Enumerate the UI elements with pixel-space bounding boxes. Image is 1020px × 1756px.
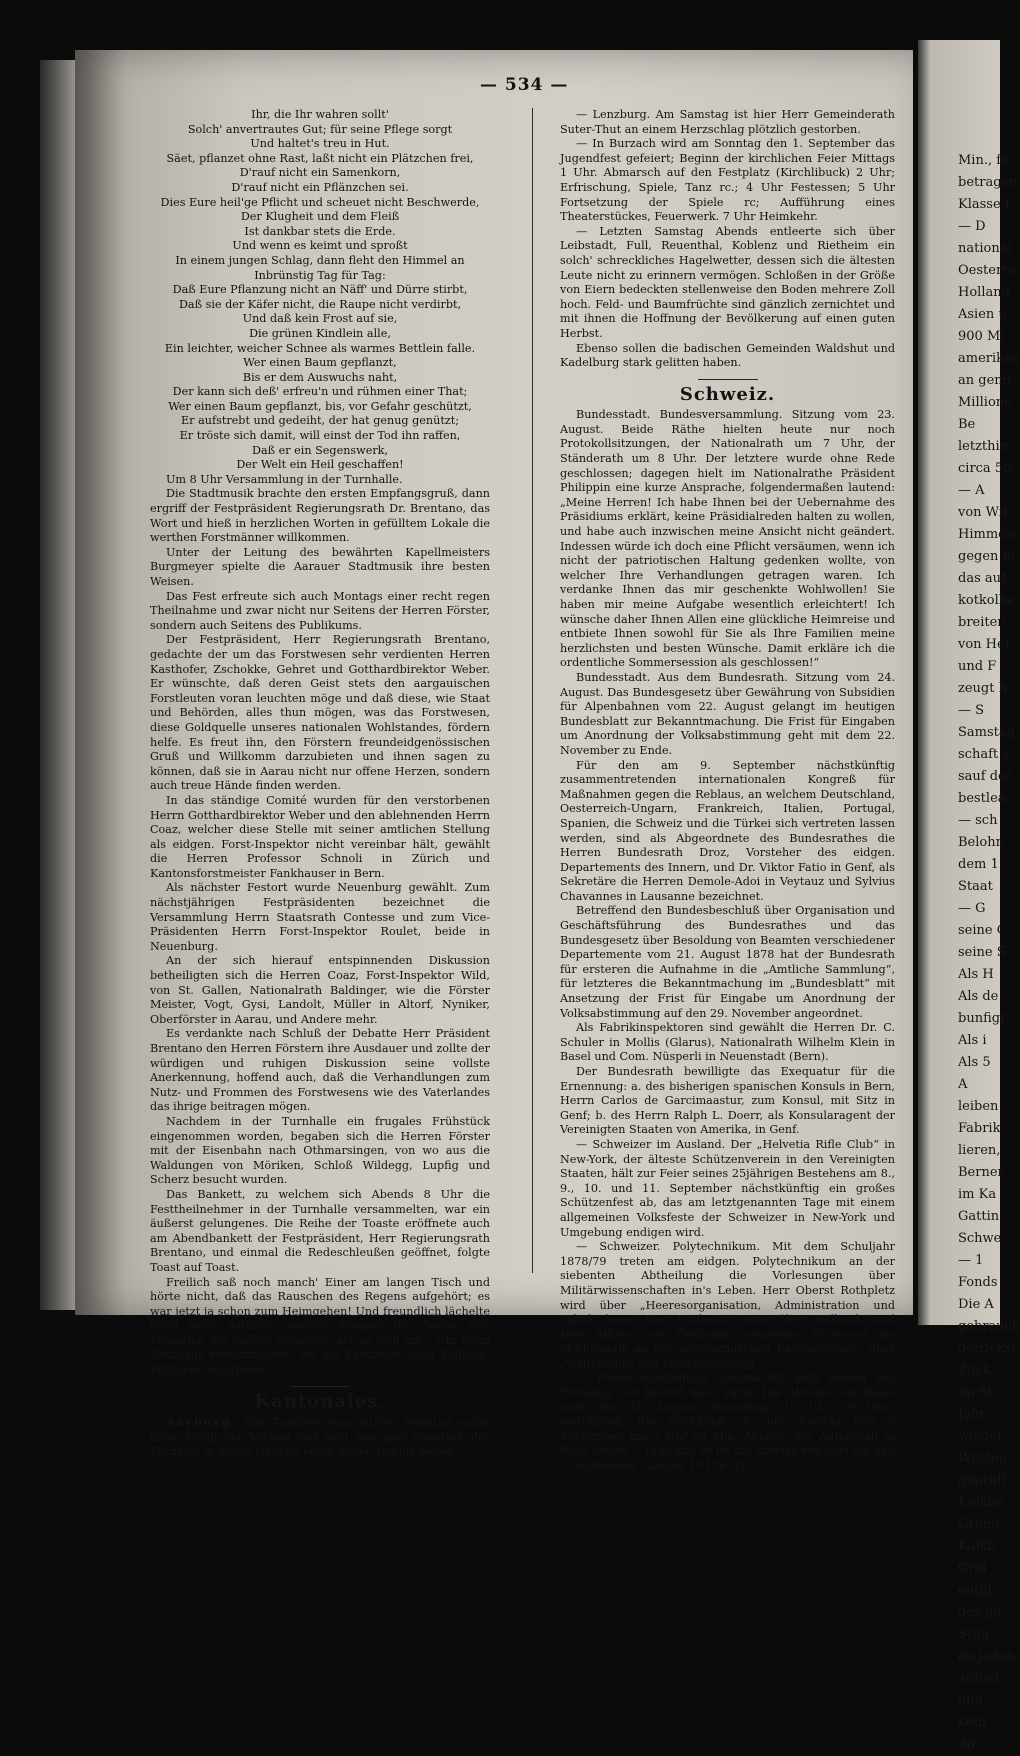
article-paragraph: An der sich hierauf entspinnenden Diskussion betheiligten sich die Herren Coaz, Forst-Inspektor Wild, von St. Gallen, Nationalrath Baldinger, wie die Förster Meister, Vogt, Gysi, Landolt, Müller in Altorf, Nyniker, Oberförster in Aarau, und Andere mehr. [150, 954, 490, 1026]
next-page-fragment: 900 Mi [958, 329, 1005, 344]
next-page-fragment: national [958, 241, 1012, 256]
article-paragraph: Bundesstadt. Aus dem Bundesrath. Sitzung vom 24. August. Das Bundesgesetz über Gewährung von Subsidien für Alpenbahnen vom 22. August gelangt im heutigen Bundesblatt zur Bekanntmachung. Die Frist für Eingaben um Anordnung der Volksabstimmung geht mit dem 22. November zu Ende. [560, 670, 895, 757]
next-page-fragment: Als de [958, 989, 999, 1004]
article-paragraph: In das ständige Comité wurden für den verstorbenen Herrn Gotthardbirektor Weber und den ablehnenden Herrn Coaz, welcher diese Stelle mit seiner amtlichen Stellung als eidgen. Forst-Inspektor nicht vereinbar hält, gewählt die Herren Professor Schnoli in Zürich und Kantonsforstmeister Fankhauser in Bern. [150, 793, 490, 880]
poem-line: Und wenn es keimt und sproßt [232, 239, 408, 253]
article-paragraph: Als Fabrikinspektoren sind gewählt die Herren Dr. C. Schuler in Mollis (Glarus), Nationalrath Wilhelm Klein in Basel und Com. Nüsperli in Neuenstadt (Bern). [560, 1021, 895, 1064]
next-page-fragment: des ge [958, 1605, 1001, 1620]
poem-line: Ist dankbar stets die Erde. [244, 224, 396, 238]
article-aarburg-text: Das Turnfest vom letzten Sonntag nahm einen fröhlichen Verlauf und wird, wie man erwartet, der Turnerei in dieser Gegend einen neuen Impuls geben. [150, 1416, 490, 1459]
next-page-fragment: — 1 [958, 1253, 984, 1268]
article-paragraph: Freilich saß noch manch' Einer am langen Tisch und hörte nicht, daß das Rauschen des Regens aufgehört; es war jetzt ja schon zum Heimgehen! Und freundlich lächelte denn auch wirklich gestern Morgen die Sonne den Freunden des Waldes entgegen, als sie sich um 7 Uhr beim Rathhaus versammelten, um die Exkursion nach Kölliken-Zofingen anzutreten. [150, 1275, 490, 1377]
next-page-fragment: Holland [958, 285, 1010, 300]
poem-line: Bis er dem Auswuchs naht, [242, 370, 398, 384]
next-page-fragment: Gattin [958, 1209, 1000, 1224]
poem-line: Daß Eure Pflanzung nicht an Näff' und Dürre stirbt, [172, 283, 468, 297]
next-page-fragment: Himmels [958, 527, 1017, 542]
poem-line: Säet, pflanzet ohne Rast, laßt nicht ein Plätzchen frei, [166, 151, 474, 165]
article-paragraph: — Letzten Samstag Abends entleerte sich über Leibstadt, Full, Reuenthal, Koblenz und Rietheim ein solch' schreckliches Hagelwetter, dessen sich die ältesten Leute nicht zu erinnern vermögen. Schloßen in der Größe von Eiern bedeckten stellenweise den Boden mehrere Zoll hoch. Feld- und Baumfrüchte sind gänzlich zernichtet und mit ihnen die Hoffnung der Bevölkerung auf einen guten Herbst. [560, 224, 895, 340]
next-page-fragment: getrickst [958, 1341, 1017, 1356]
next-page-fragment: im Ka [958, 1187, 997, 1202]
article-paragraph: Die Stadtmusik brachte den ersten Empfangsgruß, dann ergriff der Festpräsident Regierungsrath Dr. Brentano, das Wort und hieß in herzlichen Worten in gefülltem Lokale die werthen Forstmänner willkommen. [150, 487, 490, 545]
poem-line: Wer einen Baum gepflanzt, [243, 356, 397, 370]
article-aarburg [150, 1415, 490, 1460]
next-page-fragment: kotkolbe [958, 593, 1015, 608]
next-page-fragment: an jeden [958, 1649, 1015, 1664]
poem-line: Inbrünstig Tag für Tag: [254, 268, 386, 282]
next-page-fragment: Die A [958, 1297, 994, 1312]
next-page-text [918, 150, 1020, 1756]
next-page-fragment: Fonds [958, 1275, 998, 1290]
next-page-fragment: Fabrik [958, 1121, 1001, 1136]
article-paragraph: Für den am 9. September nächstkünftig zusammentretenden internationalen Kongreß für Maßnahmen gegen die Reblaus, an welchem Deutschland, Oesterreich-Ungarn, Frankreich, Italien, Portugal, Spanien, die Schweiz und die Türkei sich vertreten lassen werden, sind als Abgeordnete des Bundesrathes die Herren Bundesrath Droz, Vorsteher des eidgen. Departements des Innern, und Dr. Viktor Fatio in Genf, als Sekretäre die Herren Demole-Adoi in Veytauz und Sylvius Chavannes in Lausanne bezeichnet. [560, 758, 895, 903]
article-paragraph: — Schweizer. Polytechnikum. Mit dem Schuljahr 1878/79 treten am eidgen. Polytechnikum an der siebenten Abtheilung die Vorlesungen über Militärwissenschaften in's Leben. Herr Oberst Rothpletz wird über „Heeresorganisation, Administration und Taktik“ lesen, Herr Professor Geiser über „Ballistik“ und Herr Affolter, von Oeitingen, gewesener Professor der Mathematik an der solothurnischen Kantonsschule, über „Waffenlehre und Feldbefestigung.“ [560, 1240, 895, 1370]
article-paragraph: Um 8 Uhr Versammlung in der Turnhalle. [166, 472, 403, 486]
next-page-fragment: Staat [958, 879, 993, 894]
article-paragraph: — Lenzburg. Am Samstag ist hier Herr Gemeinderath Suter-Thut an einem Herzschlag plötzlich gestorben. [560, 108, 895, 136]
next-page-fragment: Kalkb [958, 1539, 996, 1554]
next-page-fragment: Jahr [958, 1407, 986, 1422]
next-page-fragment: ihr [958, 1737, 977, 1752]
next-page-fragment: lieren, [958, 1143, 1001, 1158]
next-page-fragment: — S [958, 703, 985, 718]
article-paragraph: — Pariser-Ausstellung. Demnächst geht wieder ein Extrazug von Belfort nach Paris. Die Abreise von Basel wird den 31. August, Vormittags 10 Uhr 20 Min., stattfinden, die Rückkunft in dort Freitag den 6 September, um 7 Uhr 25 Min. Abends; der Aufenthalt in Paris dauert 5 Tage und es ist die Abreise von dort auf den 5. September, Abends 10 Uhr 35 [560, 1371, 895, 1473]
next-page-fragment: und [958, 1693, 984, 1708]
next-page-fragment: Schwe [958, 1231, 1002, 1246]
right-column [560, 108, 895, 1474]
poem-line: Ein leichter, weicher Schnee als warmes Bettlein falle. [164, 341, 476, 355]
next-page-fragment: — G [958, 901, 986, 916]
next-page-fragment: und F [958, 659, 997, 674]
page-number: — 534 — [480, 75, 569, 95]
right-top-paragraphs [560, 108, 895, 371]
next-page-fragment: Klasse F [958, 197, 1014, 212]
next-page-fragment: betragen [958, 175, 1018, 190]
article-paragraph: Nachdem in der Turnhalle ein frugales Frühstück eingenommen worden, begaben sich die Herren Förster mit der Eisenbahn nach Othmarsingen, von wo aus die Waldungen von Möriken, Schloß Wildegg, Lupfig und Scherz besucht wurden. [150, 1114, 490, 1187]
next-page-fragment: von Her [958, 637, 1011, 652]
next-page-fragment: entgl [958, 1583, 992, 1598]
article-paragraph: Der Bundesrath bewilligte das Exequatur für die Ernennung: a. des bisherigen spanischen Konsuls in Bern, Herrn Carlos de Garcimaastur, zum Konsul, mit Sitz in Genf; b. des Herrn Ralph L. Doerr, als Konsularagent der Vereinigten Staaten von Amerika, in Genf. [560, 1065, 895, 1137]
poem-line: D'rauf nicht ein Samenkorn, [239, 166, 401, 180]
next-page-fragment: Als i [958, 1033, 987, 1048]
book-page-edges [40, 60, 80, 1310]
next-page-fragment: A [958, 1077, 968, 1092]
next-page-fragment: Oesterre [958, 263, 1017, 278]
next-page-fragment: dem 1. [958, 857, 1003, 872]
article-paragraph: Es verdankte nach Schluß der Debatte Herr Präsident Brentano den Herren Förstern ihre Ausdauer und zollte der würdigen und ruhigen Diskussion seine vollste Anerkennung, hoffend auch, daß die Verhandlungen zum Nutz- und Frommen des Forstwesens wie des Vaterlandes das ihrige beitragen mögen. [150, 1027, 490, 1114]
next-page-fragment: sauf der [958, 769, 1012, 784]
next-page-edge [918, 40, 1020, 1752]
article-paragraph: Das Bankett, zu welchem sich Abends 8 Uhr die Festtheilnehmer in der Turnhalle versammelten, war ein äußerst gelungenes. Die Reihe der Toaste eröffnete auch am Abendbankett der Festpräsident, Herr Regierungsrath Brentano, und einmal die Redeschleußen geöffnet, folgte Toast auf Toast. [150, 1187, 490, 1274]
next-page-fragment: Kalkbe [958, 1495, 1004, 1510]
next-page-fragment: amerikan [958, 351, 1020, 366]
poem-line: Daß er ein Segenswerk, [251, 443, 389, 457]
next-page-fragment: zeugt h [958, 681, 1007, 696]
next-page-fragment: Belohn [958, 835, 1004, 850]
left-paragraphs [150, 473, 490, 1378]
poem-line: In einem jungen Schlag, dann fleht den Himmel an [175, 253, 465, 267]
poem-line: Dies Eure heil'ge Pflicht und scheuet nicht Beschwerde, [160, 195, 480, 209]
next-page-fragment: Grid [958, 1561, 988, 1576]
next-page-fragment: an gemi [958, 373, 1011, 388]
dateline-aarburg: Aarburg. [166, 1415, 238, 1430]
poem-line: Ihr, die Ihr wahren sollt' [251, 108, 389, 121]
next-page-fragment: aufbel [958, 1671, 1000, 1686]
next-page-fragment: bestlea [958, 791, 1006, 806]
next-page-fragment: — A [958, 483, 985, 498]
next-page-fragment: bunfigr [958, 1011, 1007, 1026]
section-rule [290, 1386, 350, 1387]
next-page-fragment: Berner [958, 1165, 1004, 1180]
next-page-fragment: das auf [958, 571, 1006, 586]
poem-line: Der kann sich deß' erfreu'n und rühmen einer That; [172, 385, 468, 399]
article-paragraph: Betreffend den Bundesbeschluß über Organisation und Geschäftsführung des Bundesrathes und das Bundesgesetz über Besoldung von Beamten verschiedener Departemente vom 21. August 1878 hat der Bundesrath für ersteren die Aufnahme in die „Amtliche Sammlung“, für letzteres die Bekanntmachung im „Bundesblatt“ mit Ansetzung der Frist für Eingabe um Anordnung der Volksabstimmung auf den 29. November angeordnet. [560, 904, 895, 1020]
poem [150, 108, 490, 473]
poem-line: Die grünen Kindlein alle, [249, 326, 391, 340]
next-page-fragment: letzthin [958, 439, 1009, 454]
poem-line: Daß sie der Käfer nicht, die Raupe nicht verdirbt, [178, 297, 462, 311]
article-paragraph: — In Burzach wird am Sonntag den 1. September das Jugendfest gefeiert; Beginn der kirchlichen Feier Mittags 1 Uhr. Abmarsch auf den Festplatz (Kirchlibuck) 2 Uhr; Erfrischung, Spiele, Tanz rc.; 4 Uhr Festessen; 5 Uhr Fortsetzung der Spiele rc; Aufführung eines Theaterstückes, Feuerwerk. 7 Uhr Heimkehr. [560, 137, 895, 224]
left-column [150, 108, 490, 1460]
section-rule [698, 379, 758, 380]
article-paragraph: Bundesstadt. Bundesversammlung. Sitzung vom 23. August. Beide Räthe hielten heute nur noch Protokollsitzungen, der Nationalrath um 7 Uhr, der Ständerath um 8 Uhr. Der letztere wurde ohne Rede geschlossen; dagegen hielt im Nationalrathe Präsident Philippin eine kurze Ansprache, folgendermaßen lautend: „Meine Herren! Ich habe Ihnen bei der Uebernahme des Präsidiums erklärt, keine Präsidialreden halten zu wollen, und habe auch inzwischen meine Ansicht nicht geändert. Indessen würde ich doch eine Pflicht versäumen, wenn ich nicht der patriotischen Haltung gedenken wollte, von welcher Ihre Verhandlungen getragen waren. Ich verdanke Ihnen das mir geschenkte Wohlwollen! Sie haben mir meine Aufgabe wesentlich erleichtert! Ich wünsche daher Ihnen Allen eine glückliche Heimreise und entbiete Ihnen sowohl für Sie als Ihre Familien meine herzlichsten und besten Wünsche. Damit erkläre ich die ordentliche Sommersession als geschlossen!“ [560, 408, 895, 670]
section-heading-schweiz: Schweiz. [679, 383, 776, 405]
article-paragraph: Unter der Leitung des bewährten Kapellmeisters Burgmeyer spielte die Aarauer Stadtmusik ihre besten Weisen. [150, 545, 490, 588]
poem-line: Er tröste sich damit, will einst der Tod ihn raffen, [179, 429, 461, 443]
next-page-fragment: gegen bl [958, 549, 1016, 564]
next-page-fragment: breiten [958, 615, 1006, 630]
article-paragraph: Das Fest erfreute sich auch Montags einer recht regen Theilnahme und zwar nicht nur Seitens der Herren Förster, sondern auch Seitens des Publikums. [150, 589, 490, 632]
poem-line: D'rauf nicht ein Pflänzchen sei. [231, 180, 409, 194]
next-page-fragment: Als H [958, 967, 994, 982]
right-bottom-paragraphs [560, 408, 895, 1473]
poem-line: Solch' anvertrautes Gut; für seine Pflege sorgt [187, 122, 453, 136]
poem-line: Und haltet's treu in Hut. [250, 137, 390, 151]
next-page-fragment: Be [958, 417, 976, 432]
poem-line: Er aufstrebt und gedeiht, der hat genug genützt; [181, 414, 459, 428]
next-page-fragment: von Wil [958, 505, 1008, 520]
next-page-fragment: im St [958, 1385, 993, 1400]
next-page-fragment: kein [958, 1715, 987, 1730]
next-page-fragment: Zück [958, 1363, 991, 1378]
next-page-fragment: Als 5 [958, 1055, 991, 1070]
column-divider [532, 108, 533, 1273]
article-paragraph: Als nächster Festort wurde Neuenburg gewählt. Zum nächstjährigen Festpräsidenten bezeichnet die Versammlung Herrn Staatsrath Contesse und zum Vice-Präsidenten Herrn Forst-Inspektor Roulet, beide in Neuenburg. [150, 881, 490, 953]
article-paragraph: Der Festpräsident, Herr Regierungsrath Brentano, gedachte der um das Forstwesen sehr verdienten Herren Kasthofer, Zschokke, Gehret und Gotthardbirektor Weber. Er wünschte, daß deren Geist stets den aargauischen Forstleuten voran leuchten möge und daß diese, wie Staat und Behörden, alles thun mögen, was das Forstwesen, diese Goldquelle unseres nationalen Wohlstandes, fördern helfe. Es freut ihn, den Förstern freundeidgenössischen Gruß und Willkomm darzubieten und ihnen sagen zu können, daß sie in Aarau nicht nur offene Herzen, sondern auch treue Hände finden werden. [150, 633, 490, 793]
poem-line: Und daß kein Frost auf sie, [242, 312, 398, 326]
next-page-fragment: leiben [958, 1099, 999, 1114]
poem-line: Der Welt ein Heil geschaffen! [236, 458, 404, 472]
next-page-fragment: schaft s [958, 747, 1009, 762]
next-page-fragment: Wüsten [958, 1451, 1008, 1466]
next-page-fragment: Asien u [958, 307, 1007, 322]
next-page-fragment: — sch [958, 813, 998, 828]
next-page-fragment: circa 50 [958, 461, 1012, 476]
next-page-fragment: gebrauch [958, 1319, 1020, 1334]
next-page-fragment: Min., fe [958, 153, 1009, 168]
next-page-fragment: Stun [958, 1627, 989, 1642]
next-page-fragment: seine S [958, 945, 1006, 960]
section-heading-kantonales: Kantonales. [254, 1390, 386, 1412]
poem-line: Der Klugheit und dem Fleiß [240, 210, 400, 224]
next-page-fragment: Samstag [958, 725, 1015, 740]
next-page-fragment: wieder [958, 1429, 1004, 1444]
next-page-fragment: Grund [958, 1517, 1000, 1532]
next-page-fragment: Millione [958, 395, 1012, 410]
article-paragraph: — Schweizer im Ausland. Der „Helvetia Rifle Club“ in New-York, der älteste Schützenverein in den Vereinigten Staaten, hält zur Feier seines 25jährigen Bestehens am 8., 9., 10. und 11. September nächstkünftig ein großes Schützenfest ab, das am letztgenannten Tage mit einem allgemeinen Volksfeste der Schweizer in New-York und Umgebung endigen wird. [560, 1137, 895, 1239]
poem-line: Wer einen Baum gepflanzt, bis, vor Gefahr geschützt, [168, 399, 472, 413]
next-page-fragment: — D [958, 219, 986, 234]
next-page-fragment: seine C [958, 923, 1007, 938]
next-page-fragment: geprüft [958, 1473, 1007, 1488]
article-paragraph: Ebenso sollen die badischen Gemeinden Waldshut und Kadelburg stark gelitten haben. [560, 341, 895, 370]
